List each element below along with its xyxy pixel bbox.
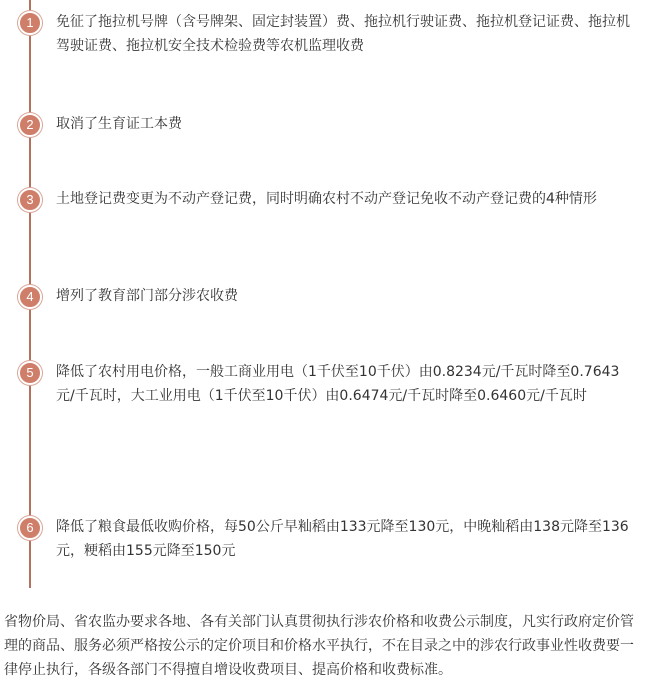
number-badge: 5 (18, 361, 42, 385)
number-badge: 4 (18, 285, 42, 309)
number-badge: 1 (18, 11, 42, 35)
number-badge: 3 (18, 188, 42, 212)
footer-paragraph: 省物价局、省农监办要求各地、各有关部门认真贯彻执行涉农价格和收费公示制度，凡实行政府定价管理的商品、服务必须严格按公示的定价项目和价格水平执行，不在目录之中的涉农行政事业性收费要一律停止执行，各级各部门不得擅自增设收费项目、提高价格和收费标准。 (4, 614, 634, 678)
item-text: 增列了教育部门部分涉农收费 (56, 288, 238, 304)
item-text: 降低了农村用电价格，一般工商业用电（1千伏至10千伏）由0.8234元/千瓦时降至0.7643元/千瓦时，大工业用电（1千伏至10千伏）由0.6474元/千瓦时降至0.6460元/千瓦时 (56, 364, 620, 404)
item-text: 土地登记费变更为不动产登记费，同时明确农村不动产登记免收不动产登记费的4种情形 (56, 191, 597, 207)
item-text: 取消了生育证工本费 (56, 116, 182, 132)
number-badge: 2 (18, 113, 42, 137)
item-text: 降低了粮食最低收购价格，每50公斤早籼稻由133元降至130元，中晚籼稻由138元降至136元，粳稻由155元降至150元 (56, 519, 629, 559)
item-text: 免征了拖拉机号牌（含号牌架、固定封装置）费、拖拉机行驶证费、拖拉机登记证费、拖拉机驾驶证费、拖拉机安全技术检验费等农机监理收费 (56, 14, 630, 54)
number-badge: 6 (18, 516, 42, 540)
